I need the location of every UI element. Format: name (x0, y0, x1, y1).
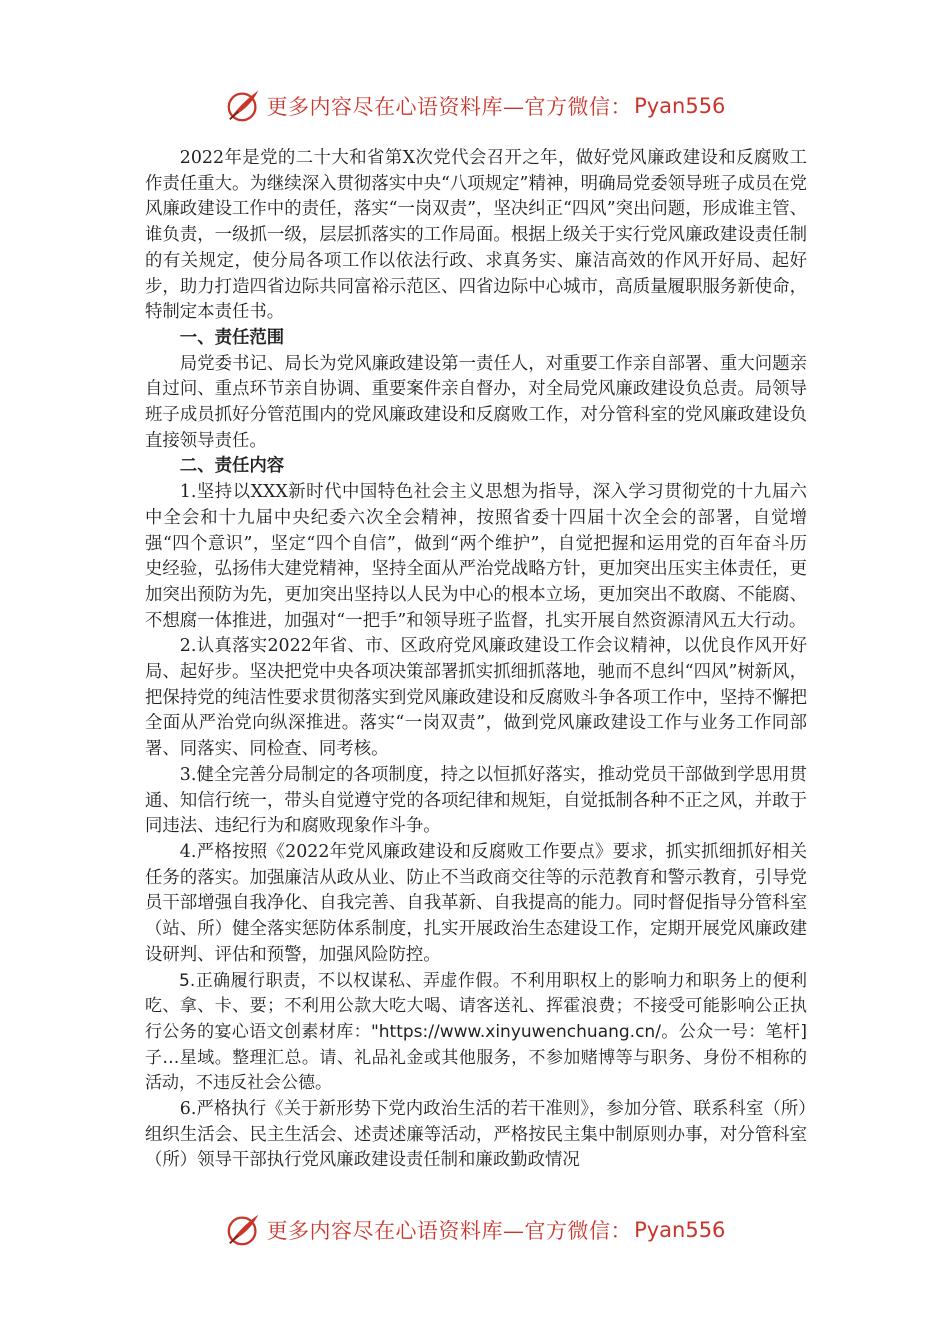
scope-paragraph: 局党委书记、局长为党风廉政建设第一责任人，对重要工作亲自部署、重大问题亲自过问、重点环节亲自协调、重要案件亲自督办，对全局党风廉政建设负总责。局领导班子成员抓好分管范围内的党风廉政建设和反腐败工作，对分管科室的党风廉政建设负直接领导责任。 (145, 353, 807, 451)
section-heading-scope: 一、责任范围 (179, 327, 285, 348)
banner-wechat-id: Pyan556 (634, 94, 726, 118)
section-heading-content: 二、责任内容 (179, 456, 285, 477)
intro-paragraph: 2022年是党的二十大和省第X次党代会召开之年，做好党风廉政建设和反腐败工作责任重大。为继续深入贯彻落实中央“八项规定”精神，明确局党委领导班子成员在党风廉政建设工作中的责任，落实“一岗双责”，坚决纠正“四风”突出问题，形成谁主管、谁负责，一级抓一级，层层抓落实的工作局面。根据上级关于实行党风廉政建设责任制的有关规定，使分局各项工作以依法行政、求真务实、廉洁高效的作风开好局、起好步，助力打造四省边际共同富裕示范区、四省边际中心城市，高质量履职服务新使命，特制定本责任书。 (145, 148, 807, 323)
banner-wechat-id: Pyan556 (634, 1218, 726, 1242)
item-paragraph-6: 6.严格执行《关于新形势下党内政治生活的若干准则》，参加分管、联系科室（所）组织生活会、民主生活会、述责述廉等活动，严格按民主集中制原则办事，对分管科室（所）领导干部执行党风廉政建设责任制和廉政勤政情况 (145, 1099, 807, 1171)
quill-logo-icon (225, 1211, 263, 1249)
footer-watermark-banner (0, 1208, 950, 1252)
item-paragraph-4: 4.严格按照《2022年党风廉政建设和反腐败工作要点》要求，抓实抓细抓好相关任务的落实。加强廉洁从政从业、防止不当政商交往等的示范教育和警示教育，引导党员干部增强自我净化、自我完善、自我革新、自我提高的能力。同时督促指导分管科室（站、所）健全落实惩防体系制度，扎实开展政治生态建设工作，定期开展党风廉政建设研判、评估和预警，加强风险防控。 (145, 841, 807, 965)
item-paragraph-3: 3.健全完善分局制定的各项制度，持之以恒抓好落实，推动党员干部做到学思用贯通、知信行统一，带头自觉遵守党的各项纪律和规矩，自觉抵制各种不正之风，并敢于同违法、违纪行为和腐败现象作斗争。 (145, 764, 807, 837)
banner-text: 更多内容尽在心语资料库—官方微信： (266, 95, 633, 119)
header-watermark-banner (0, 84, 950, 128)
banner-text: 更多内容尽在心语资料库—官方微信： (266, 1219, 633, 1243)
item-paragraph-2: 2.认真落实2022年省、市、区政府党风廉政建设工作会议精神，以优良作风开好局、起好步。坚决把党中央各项决策部署抓实抓细抓落地，驰而不息纠“四风”树新风，把保持党的纯洁性要求贯彻落实到党风廉政建设和反腐败斗争各项工作中，坚持不懈把全面从严治党向纵深推进。落实“一岗双责”，做到党风廉政建设工作与业务工作同部署、同落实、同检查、同考核。 (145, 636, 807, 760)
quill-logo-icon (225, 87, 263, 125)
item-paragraph-5: 5.正确履行职责，不以权谋私、弄虚作假。不利用职权上的影响力和职务上的便利吃、拿、卡、要；不利用公款大吃大喝、请客送礼、挥霍浪费；不接受可能影响公正执行公务的宴心语文创素材库："https://www.xinyuwenchuang.cn/。公众一号：笔杆]子…星域。整理汇总。请、礼品礼金或其他服务，不参加赌博等与职务、身份不相称的活动，不违反社会公德。 (145, 970, 807, 1094)
document-body (145, 146, 807, 1174)
item-paragraph-1: 1.坚持以XXX新时代中国特色社会主义思想为指导，深入学习贯彻党的十九届六中全会和十九届中央纪委六次全会精神，按照省委十四届十次全会的部署，自觉增强“四个意识”，坚定“四个自信”，做到“两个维护”，自觉把握和运用党的百年奋斗历史经验，弘扬伟大建党精神，坚持全面从严治党战略方针，更加突出压实主体责任，更加突出预防为先，更加突出坚持以人民为中心的根本立场，更加突出不敢腐、不能腐、不想腐一体推进，加强对“一把手”和领导班子监督，扎实开展自然资源清风五大行动。 (145, 482, 807, 631)
